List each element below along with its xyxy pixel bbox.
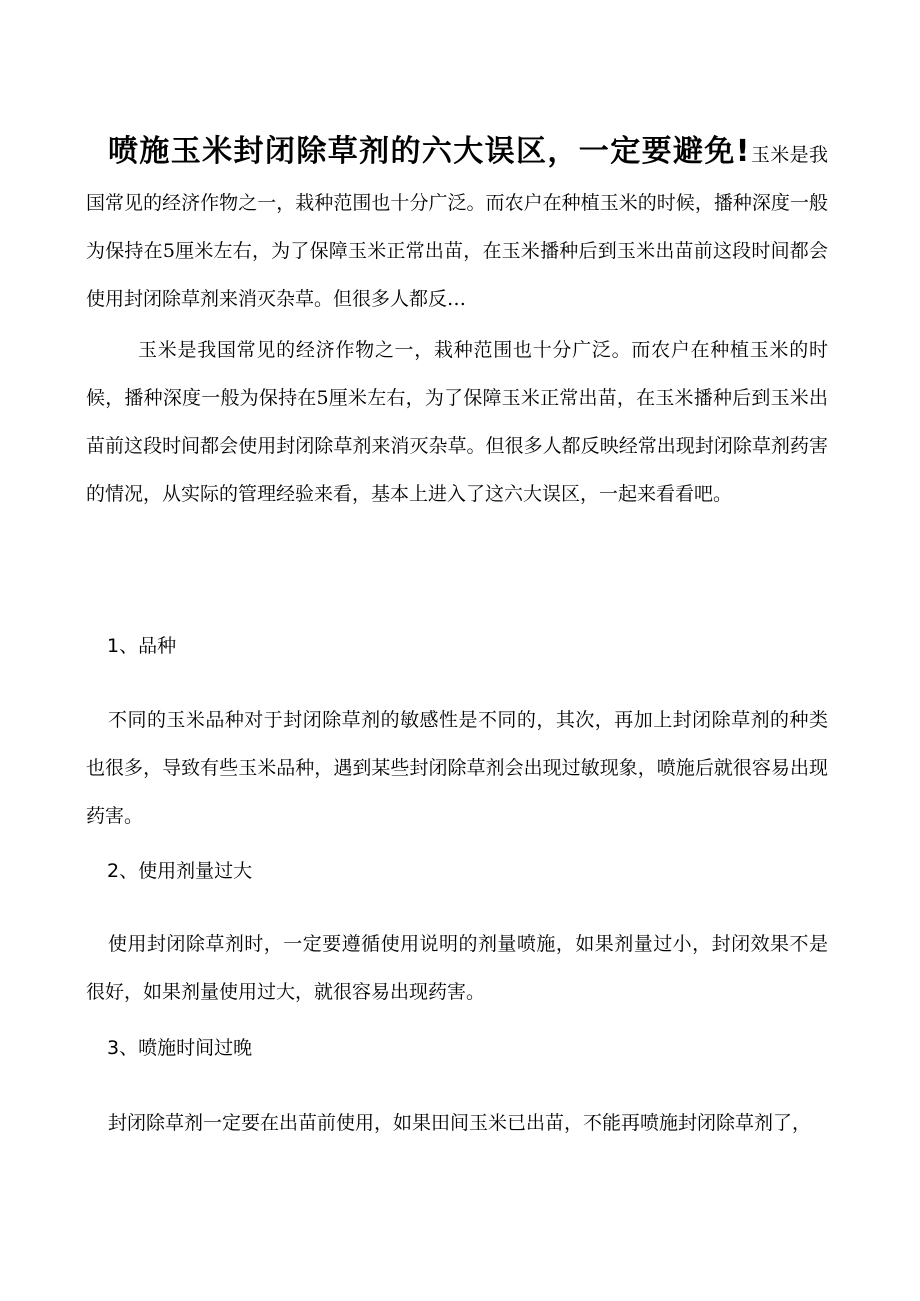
document-title: 喷施玉米封闭除草剂的六大误区，一定要避免! bbox=[108, 134, 751, 169]
section-heading-dosage: 2、使用剂量过大 bbox=[107, 860, 253, 882]
section-body-timing: 封闭除草剂一定要在出苗前使用，如果田间玉米已出苗，不能再喷施封闭除草剂了， bbox=[108, 1112, 812, 1134]
title-and-summary bbox=[86, 128, 828, 323]
section-heading-timing: 3、喷施时间过晚 bbox=[107, 1037, 253, 1059]
document-summary: 玉米是我国常见的经济作物之一，栽种范围也十分广泛。而农户在种植玉米的时候，播种深度一般为保持在5厘米左右，为了保障玉米正常出苗，在玉米播种后到玉米出苗前这段时间都会使用封闭除草剂来消灭杂草。但很多人都反… bbox=[86, 144, 828, 310]
section-body-dosage: 使用封闭除草剂时，一定要遵循使用说明的剂量喷施，如果剂量过小，封闭效果不是很好，如果剂量使用过大，就很容易出现药害。 bbox=[86, 933, 828, 1003]
intro-paragraph: 玉米是我国常见的经济作物之一，栽种范围也十分广泛。而农户在种植玉米的时候，播种深度一般为保持在5厘米左右，为了保障玉米正常出苗，在玉米播种后到玉米出苗前这段时间都会使用封闭除草剂来消灭杂草。但很多人都反映经常出现封闭除草剂药害的情况，从实际的管理经验来看，基本上进入了这六大误区，一起来看看吧。 bbox=[86, 339, 828, 505]
section-body-variety: 不同的玉米品种对于封闭除草剂的敏感性是不同的，其次，再加上封闭除草剂的种类也很多，导致有些玉米品种，遇到某些封闭除草剂会出现过敏现象，喷施后就很容易出现药害。 bbox=[86, 709, 828, 827]
section-heading-variety: 1、品种 bbox=[107, 635, 177, 657]
